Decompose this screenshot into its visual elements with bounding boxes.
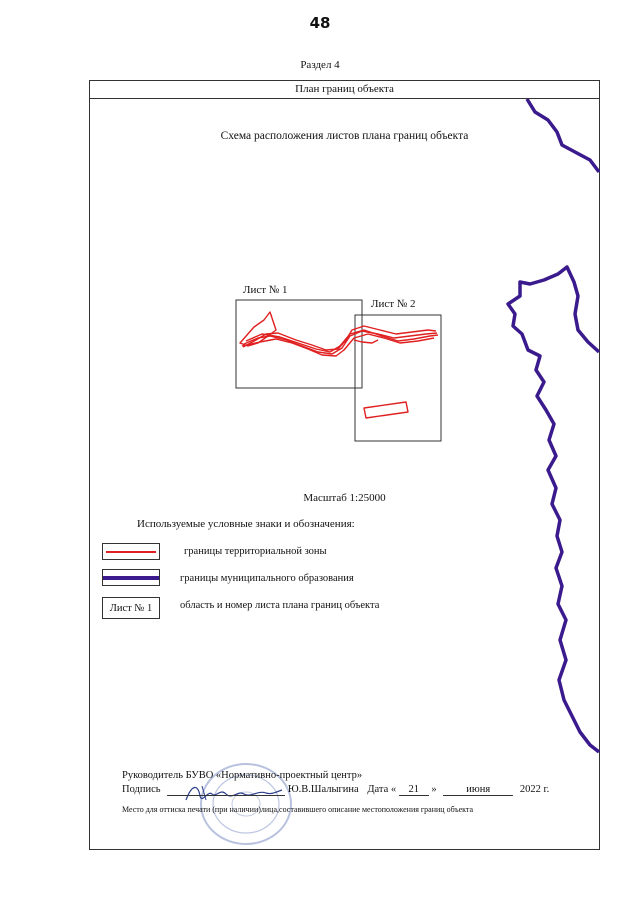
scale-label: Масштаб 1:25000 [303, 492, 386, 504]
date-year: 2022 г. [519, 784, 550, 795]
date-sep: » [431, 784, 437, 795]
sign-blank [167, 784, 285, 796]
section-heading: Раздел 4 [300, 59, 340, 71]
date-day: 21 [399, 784, 429, 796]
legend-municipal-text: границы муниципального образования [180, 573, 354, 584]
signature-title: Руководитель БУВО «Нормативно-проектный центр» [122, 770, 363, 781]
plan-title: План границ объекта [89, 80, 600, 99]
legend-zone-swatch [102, 543, 160, 560]
municipal-boundary-top [527, 99, 599, 172]
signer-name: Ю.В.Шалыгина [287, 784, 359, 795]
stamp-footnote: Место для оттиска печати (при наличии)лица,составившего описание местоположения границ объекта [122, 805, 474, 814]
legend-municipal-swatch [102, 569, 160, 586]
page-number: 48 [309, 14, 331, 32]
legend-zone-text: границы территориальной зоны [184, 546, 327, 557]
legend-sheet-text: область и номер листа плана границ объекта [180, 600, 380, 611]
territorial-zone-boundaries [240, 312, 438, 418]
municipal-boundary-right [508, 267, 599, 752]
sheet-layout-map [89, 99, 600, 850]
date-month: июня [443, 784, 513, 796]
date-label: Дата « [367, 784, 397, 795]
scheme-title: Схема расположения листов плана границ объекта [220, 130, 469, 142]
legend-sheet-swatch: Лист № 1 [102, 597, 160, 619]
sign-label: Подпись [122, 784, 161, 795]
sheet-1-label: Лист № 1 [243, 284, 288, 296]
sheet-2-label: Лист № 2 [371, 298, 416, 310]
signature-line [122, 784, 549, 796]
legend-title: Используемые условные знаки и обозначения: [137, 518, 355, 530]
